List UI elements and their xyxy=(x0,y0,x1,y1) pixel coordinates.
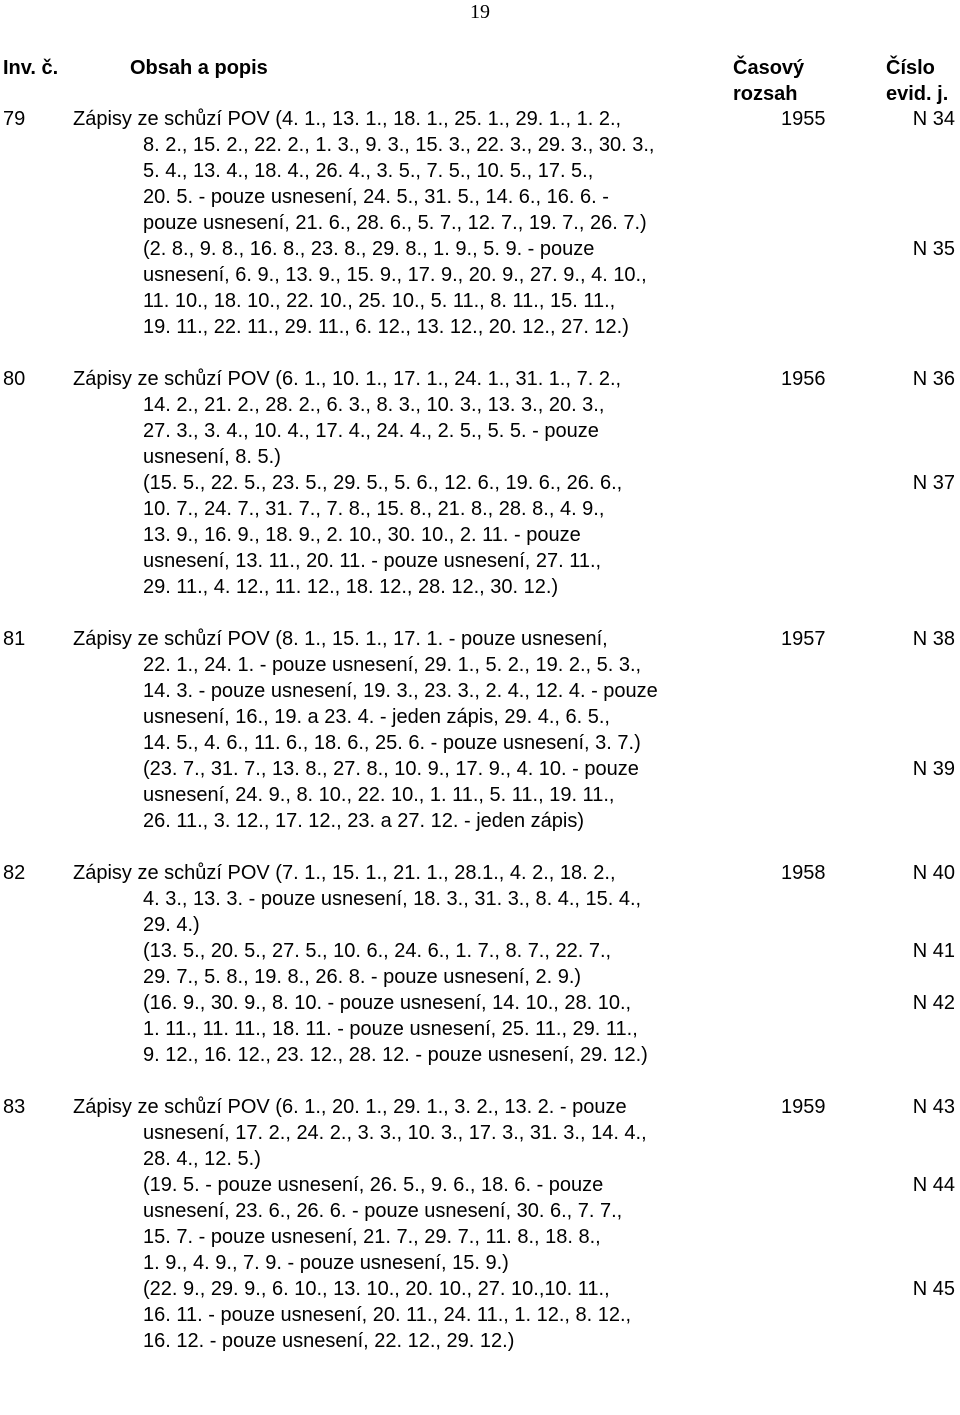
description-line: 20. 5. - pouze usnesení, 24. 5., 31. 5., 14. 6., 16. 6. - xyxy=(143,186,609,208)
description-line: 1. 9., 4. 9., 7. 9. - pouze usnesení, 15. 9.) xyxy=(143,1252,509,1274)
header-time-range xyxy=(733,55,804,107)
description-line: (2. 8., 9. 8., 16. 8., 23. 8., 29. 8., 1. 9., 5. 9. - pouze xyxy=(143,238,595,260)
description-line: (16. 9., 30. 9., 8. 10. - pouze usnesení, 14. 10., 28. 10., xyxy=(143,992,632,1014)
description-line: 11. 10., 18. 10., 22. 10., 25. 10., 5. 11., 8. 11., 15. 11., xyxy=(143,290,616,312)
entry-evid-number: N 42 xyxy=(912,992,955,1014)
description-line: usnesení, 8. 5.) xyxy=(143,446,281,468)
entry-description xyxy=(73,106,763,340)
description-line: 5. 4., 13. 4., 18. 4., 26. 4., 3. 5., 7. 5., 10. 5., 17. 5., xyxy=(143,160,594,182)
description-line: Zápisy ze schůzí POV (6. 1., 10. 1., 17. 1., 24. 1., 31. 1., 7. 2., xyxy=(73,368,622,390)
description-line: 29. 4.) xyxy=(143,914,200,936)
description-line: usnesení, 23. 6., 26. 6. - pouze usnesení, 30. 6., 7. 7., xyxy=(143,1200,623,1222)
description-line: (22. 9., 29. 9., 6. 10., 13. 10., 20. 10., 27. 10.,10. 11., xyxy=(143,1278,610,1300)
header-time-line1: Časový xyxy=(733,57,805,79)
description-line: 14. 3. - pouze usnesení, 19. 3., 23. 3., 2. 4., 12. 4. - pouze xyxy=(143,680,658,702)
description-line: (15. 5., 22. 5., 23. 5., 29. 5., 5. 6., 12. 6., 19. 6., 26. 6., xyxy=(143,472,623,494)
description-line: 4. 3., 13. 3. - pouze usnesení, 18. 3., 31. 3., 8. 4., 15. 4., xyxy=(143,888,642,910)
entry-time-range: 1957 xyxy=(781,628,826,650)
description-line: 27. 3., 3. 4., 10. 4., 17. 4., 24. 4., 2. 5., 5. 5. - pouze xyxy=(143,420,599,442)
description-line: Zápisy ze schůzí POV (4. 1., 13. 1., 18. 1., 25. 1., 29. 1., 1. 2., xyxy=(73,108,622,130)
description-line: 29. 11., 4. 12., 11. 12., 18. 12., 28. 12., 30. 12.) xyxy=(143,576,559,598)
description-line: Zápisy ze schůzí POV (8. 1., 15. 1., 17. 1. - pouze usnesení, xyxy=(73,628,608,650)
entry-separator xyxy=(0,340,960,366)
description-line: 13. 9., 16. 9., 18. 9., 2. 10., 30. 10., 2. 11. - pouze xyxy=(143,524,581,546)
description-line: (13. 5., 20. 5., 27. 5., 10. 6., 24. 6., 1. 7., 8. 7., 22. 7., xyxy=(143,940,612,962)
entry-description xyxy=(73,1094,763,1354)
entry-inv-number: 82 xyxy=(3,862,26,884)
inventory-entries xyxy=(0,106,960,1354)
header-content: Obsah a popis xyxy=(130,57,268,79)
entry xyxy=(0,1094,960,1354)
description-line: pouze usnesení, 21. 6., 28. 6., 5. 7., 12. 7., 19. 7., 26. 7.) xyxy=(143,212,647,234)
entry-inv-number: 79 xyxy=(3,108,26,130)
description-line: (23. 7., 31. 7., 13. 8., 27. 8., 10. 9., 17. 9., 4. 10. - pouze xyxy=(143,758,639,780)
description-line: 29. 7., 5. 8., 19. 8., 26. 8. - pouze usnesení, 2. 9.) xyxy=(143,966,582,988)
entry-separator xyxy=(0,600,960,626)
description-line: 14. 5., 4. 6., 11. 6., 18. 6., 25. 6. - pouze usnesení, 3. 7.) xyxy=(143,732,641,754)
entry-evid-number: N 36 xyxy=(912,368,955,390)
page-number: 19 xyxy=(470,1,490,23)
description-line: usnesení, 16., 19. a 23. 4. - jeden zápis, 29. 4., 6. 5., xyxy=(143,706,610,728)
description-line: usnesení, 24. 9., 8. 10., 22. 10., 1. 11., 5. 11., 19. 11., xyxy=(143,784,615,806)
entry-separator xyxy=(0,834,960,860)
entry-evid-number: N 41 xyxy=(912,940,955,962)
entry xyxy=(0,626,960,834)
description-line: 28. 4., 12. 5.) xyxy=(143,1148,261,1170)
entry-description xyxy=(73,860,763,1068)
header-inv-number: Inv. č. xyxy=(3,57,59,79)
description-line: 26. 11., 3. 12., 17. 12., 23. a 27. 12. - jeden zápis) xyxy=(143,810,585,832)
description-line: usnesení, 6. 9., 13. 9., 15. 9., 17. 9., 20. 9., 27. 9., 4. 10., xyxy=(143,264,647,286)
entry-description xyxy=(73,626,763,834)
description-line: 1. 11., 11. 11., 18. 11. - pouze usnesení, 25. 11., 29. 11., xyxy=(143,1018,638,1040)
description-line: 9. 12., 16. 12., 23. 12., 28. 12. - pouze usnesení, 29. 12.) xyxy=(143,1044,648,1066)
entry-evid-number: N 43 xyxy=(912,1096,955,1118)
entry-inv-number: 81 xyxy=(3,628,26,650)
entry-evid-number: N 40 xyxy=(912,862,955,884)
entry-evid-number: N 44 xyxy=(912,1174,955,1196)
entry-evid-number: N 34 xyxy=(912,108,955,130)
entry-evid-number: N 39 xyxy=(912,758,955,780)
description-line: Zápisy ze schůzí POV (7. 1., 15. 1., 21. 1., 28.1., 4. 2., 18. 2., xyxy=(73,862,616,884)
header-evid-number xyxy=(886,55,948,107)
entry xyxy=(0,860,960,1068)
entry-description xyxy=(73,366,763,600)
description-line: usnesení, 13. 11., 20. 11. - pouze usnesení, 27. 11., xyxy=(143,550,602,572)
description-line: 19. 11., 22. 11., 29. 11., 6. 12., 13. 12., 20. 12., 27. 12.) xyxy=(143,316,629,338)
header-time-line2: rozsah xyxy=(733,83,798,105)
description-line: 15. 7. - pouze usnesení, 21. 7., 29. 7., 11. 8., 18. 8., xyxy=(143,1226,601,1248)
entry-evid-number: N 45 xyxy=(912,1278,955,1300)
header-num-line1: Číslo xyxy=(886,57,935,79)
description-line: 14. 2., 21. 2., 28. 2., 6. 3., 8. 3., 10. 3., 13. 3., 20. 3., xyxy=(143,394,605,416)
description-line: 22. 1., 24. 1. - pouze usnesení, 29. 1., 5. 2., 19. 2., 5. 3., xyxy=(143,654,642,676)
header-num-line2: evid. j. xyxy=(886,83,949,105)
entry xyxy=(0,366,960,600)
entry-evid-number: N 37 xyxy=(912,472,955,494)
entry xyxy=(0,106,960,340)
entry-evid-number: N 38 xyxy=(912,628,955,650)
description-line: 16. 11. - pouze usnesení, 20. 11., 24. 11., 1. 12., 8. 12., xyxy=(143,1304,632,1326)
description-line: Zápisy ze schůzí POV (6. 1., 20. 1., 29. 1., 3. 2., 13. 2. - pouze xyxy=(73,1096,627,1118)
description-line: 10. 7., 24. 7., 31. 7., 7. 8., 15. 8., 21. 8., 28. 8., 4. 9., xyxy=(143,498,605,520)
description-line: 8. 2., 15. 2., 22. 2., 1. 3., 9. 3., 15. 3., 22. 3., 29. 3., 30. 3., xyxy=(143,134,655,156)
entry-inv-number: 83 xyxy=(3,1096,26,1118)
entry-time-range: 1958 xyxy=(781,862,826,884)
description-line: usnesení, 17. 2., 24. 2., 3. 3., 10. 3., 17. 3., 31. 3., 14. 4., xyxy=(143,1122,647,1144)
entry-inv-number: 80 xyxy=(3,368,26,390)
entry-time-range: 1955 xyxy=(781,108,826,130)
entry-separator xyxy=(0,1068,960,1094)
description-line: 16. 12. - pouze usnesení, 22. 12., 29. 12.) xyxy=(143,1330,515,1352)
description-line: (19. 5. - pouze usnesení, 26. 5., 9. 6., 18. 6. - pouze xyxy=(143,1174,604,1196)
entry-time-range: 1959 xyxy=(781,1096,826,1118)
entry-evid-number: N 35 xyxy=(912,238,955,260)
entry-time-range: 1956 xyxy=(781,368,826,390)
